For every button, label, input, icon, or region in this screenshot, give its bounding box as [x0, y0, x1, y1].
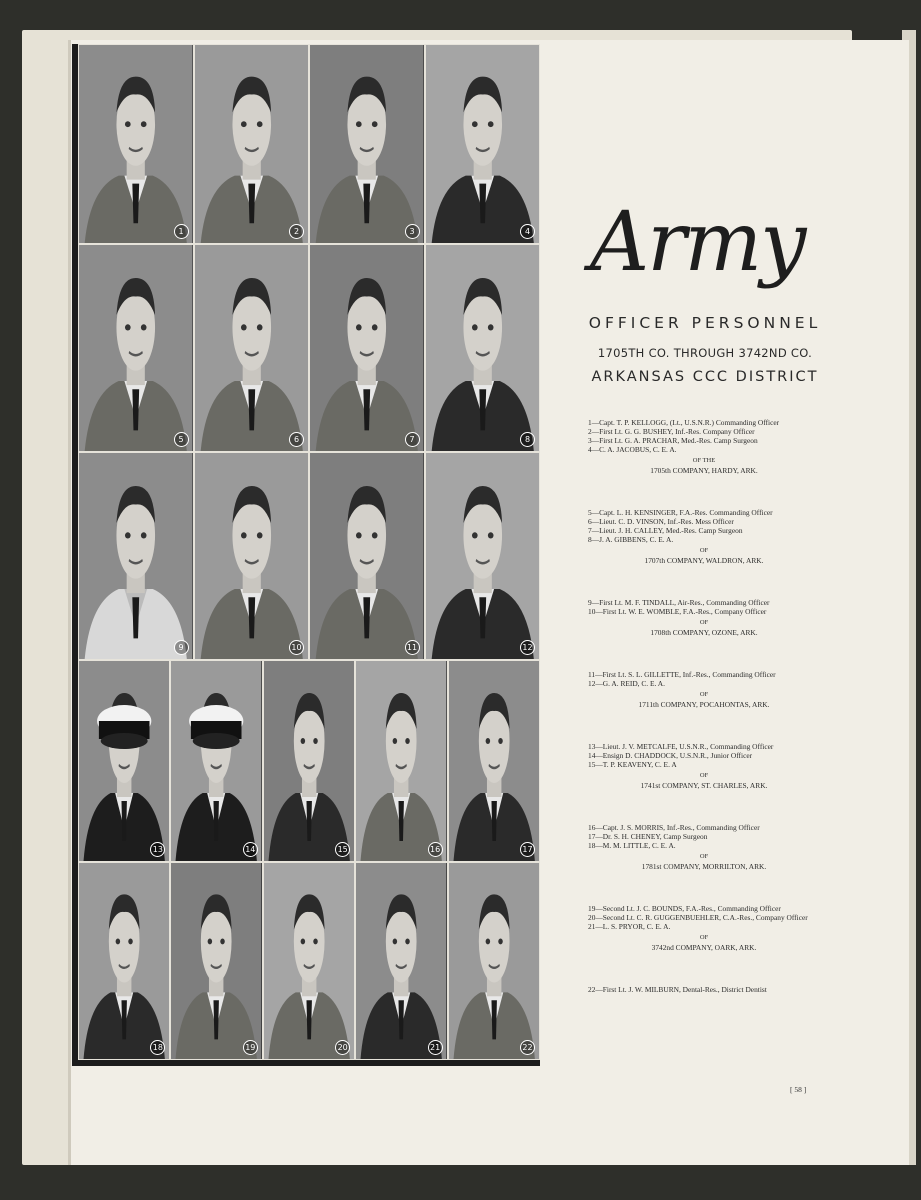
roster-company: 1707th COMPANY, WALDRON, ARK. — [644, 556, 764, 565]
officer-photo — [78, 452, 194, 660]
portrait-icon — [426, 45, 540, 243]
officer-photo — [448, 862, 540, 1060]
officer-photo — [170, 862, 262, 1060]
photo-number-badge: 10 — [289, 640, 304, 655]
portrait-icon — [79, 245, 193, 451]
officer-photo — [78, 244, 194, 452]
portrait-icon — [426, 453, 540, 659]
officer-photo — [425, 244, 541, 452]
portrait-icon — [449, 661, 539, 861]
photo-number-badge: 7 — [405, 432, 420, 447]
roster-entry: 3—First Lt. G. A. PRACHAR, Med.-Res. Camp Surgeon — [588, 436, 758, 445]
officer-photo — [263, 660, 355, 862]
portrait-icon — [426, 245, 540, 451]
roster-company: 1705th COMPANY, HARDY, ARK. — [650, 466, 758, 475]
officer-photo — [78, 660, 170, 862]
army-script-title: Army — [590, 195, 805, 290]
roster-entry: 14—Ensign D. CHADDOCK, U.S.N.R., Junior Officer — [588, 751, 753, 760]
officer-photo — [170, 660, 262, 862]
photo-number-badge: 2 — [289, 224, 304, 239]
photo-number-badge: 17 — [520, 842, 535, 857]
roster-entry: 8—J. A. GIBBENS, C. E. A. — [588, 535, 674, 544]
portrait-icon — [310, 45, 424, 243]
officer-photo — [425, 452, 541, 660]
photo-number-badge: 5 — [174, 432, 189, 447]
photo-number-badge: 19 — [243, 1040, 258, 1055]
roster-entry: 2—First Lt. G. G. BUSHEY, Inf.-Res. Company Officer — [588, 427, 755, 436]
roster-group — [588, 823, 820, 871]
portrait-icon — [79, 661, 169, 861]
officer-photo — [309, 44, 425, 244]
roster-entry: 17—Dr. S. H. CHENEY, Camp Surgeon — [588, 832, 708, 841]
portrait-icon — [449, 863, 539, 1059]
roster-entry: 13—Lieut. J. V. METCALFE, U.S.N.R., Commanding Officer — [588, 742, 774, 751]
officer-roster — [588, 418, 820, 1027]
roster-company: 1708th COMPANY, OZONE, ARK. — [650, 628, 758, 637]
photo-number-badge: 3 — [405, 224, 420, 239]
roster-company: 1711th COMPANY, POCAHONTAS, ARK. — [638, 700, 770, 709]
officer-photo — [78, 44, 194, 244]
roster-entry: 19—Second Lt. J. C. BOUNDS, F.A.-Res., Commanding Officer — [588, 904, 781, 913]
portrait-icon — [264, 863, 354, 1059]
photo-number-badge: 4 — [520, 224, 535, 239]
officer-photo — [194, 244, 310, 452]
roster-entry: 21—L. S. PRYOR, C. E. A. — [588, 922, 671, 931]
photo-number-badge: 6 — [289, 432, 304, 447]
roster-of-label: OF — [699, 691, 709, 698]
photo-number-badge: 18 — [150, 1040, 165, 1055]
roster-entry: 22—First Lt. J. W. MILBURN, Dental-Res., District Dentist — [588, 985, 767, 994]
portrait-icon — [79, 863, 169, 1059]
officer-photo — [194, 452, 310, 660]
photo-number-badge: 14 — [243, 842, 258, 857]
roster-of-label: OF — [699, 547, 709, 554]
roster-entry: 16—Capt. J. S. MORRIS, Inf.-Res., Commanding Officer — [588, 823, 760, 832]
roster-company: 1781st COMPANY, MORRILTON, ARK. — [641, 862, 767, 871]
roster-group — [588, 670, 820, 709]
roster-group — [588, 508, 820, 565]
officer-photo — [425, 44, 541, 244]
roster-entry: 1—Capt. T. P. KELLOGG, (Lt., U.S.N.R.) Commanding Officer — [588, 418, 780, 427]
roster-of-label: OF — [699, 853, 709, 860]
roster-of-label: OF THE — [692, 457, 716, 464]
roster-group — [588, 904, 820, 952]
roster-entry: 11—First Lt. S. L. GILLETTE, Inf.-Res., Commanding Officer — [588, 670, 776, 679]
portrait-icon — [356, 661, 446, 861]
roster-entry: 20—Second Lt. C. R. GUGGENBUEHLER, C.A.-Res., Company Officer — [588, 913, 808, 922]
officer-photo — [194, 44, 310, 244]
heading-officer-personnel: OFFICER PERSONNEL — [588, 314, 822, 332]
heading-district: ARKANSAS CCC DISTRICT — [591, 369, 819, 385]
officer-photo — [263, 862, 355, 1060]
portrait-icon — [195, 453, 309, 659]
portrait-icon — [310, 453, 424, 659]
officer-photo — [78, 862, 170, 1060]
portrait-icon — [195, 245, 309, 451]
photo-number-badge: 22 — [520, 1040, 535, 1055]
roster-group — [588, 418, 820, 475]
roster-company: 3742nd COMPANY, OARK, ARK. — [651, 943, 757, 952]
heading-company-range: 1705TH CO. THROUGH 3742ND CO. — [597, 346, 813, 360]
roster-entry: 9—First Lt. M. F. TINDALL, Air-Res., Commanding Officer — [588, 598, 770, 607]
photo-number-badge: 9 — [174, 640, 189, 655]
roster-of-label: OF — [699, 772, 709, 779]
roster-entry: 10—First Lt. W. E. WOMBLE, F.A.-Res., Company Officer — [588, 607, 767, 616]
photo-number-badge: 20 — [335, 1040, 350, 1055]
photo-number-badge: 12 — [520, 640, 535, 655]
portrait-icon — [356, 863, 446, 1059]
roster-group — [588, 598, 820, 637]
photo-grid — [72, 44, 540, 1066]
portrait-icon — [310, 245, 424, 451]
portrait-icon — [171, 661, 261, 861]
photo-number-badge: 13 — [150, 842, 165, 857]
portrait-icon — [79, 45, 193, 243]
portrait-icon — [171, 863, 261, 1059]
roster-of-label: OF — [699, 934, 709, 941]
photo-number-badge: 8 — [520, 432, 535, 447]
roster-entry: 4—C. A. JACOBUS, C. E. A. — [588, 445, 677, 454]
roster-group — [588, 985, 820, 994]
portrait-icon — [195, 45, 309, 243]
roster-entry: 12—G. A. REID, C. E. A. — [588, 679, 665, 688]
roster-entry: 7—Lieut. J. H. CALLEY, Med.-Res. Camp Surgeon — [588, 526, 743, 535]
roster-entry: 15—T. P. KEAVENY, C. E. A — [588, 760, 677, 769]
officer-photo — [448, 660, 540, 862]
photo-number-badge: 15 — [335, 842, 350, 857]
page-number: [ 58 ] — [790, 1085, 807, 1094]
roster-of-label: OF — [699, 619, 709, 626]
roster-group — [588, 742, 820, 790]
roster-entry: 18—M. M. LITTLE, C. E. A. — [588, 841, 676, 850]
roster-entry: 6—Lieut. C. D. VINSON, Inf.-Res. Mess Officer — [588, 517, 734, 526]
officer-photo — [355, 660, 447, 862]
officer-photo — [309, 452, 425, 660]
roster-company: 1741st COMPANY, ST. CHARLES, ARK. — [640, 781, 768, 790]
roster-entry: 5—Capt. L. H. KENSINGER, F.A.-Res. Commanding Officer — [588, 508, 773, 517]
photo-number-badge: 16 — [428, 842, 443, 857]
photo-number-badge: 11 — [405, 640, 420, 655]
officer-photo — [309, 244, 425, 452]
portrait-icon — [79, 453, 193, 659]
officer-photo — [355, 862, 447, 1060]
photo-number-badge: 21 — [428, 1040, 443, 1055]
portrait-icon — [264, 661, 354, 861]
photo-number-badge: 1 — [174, 224, 189, 239]
